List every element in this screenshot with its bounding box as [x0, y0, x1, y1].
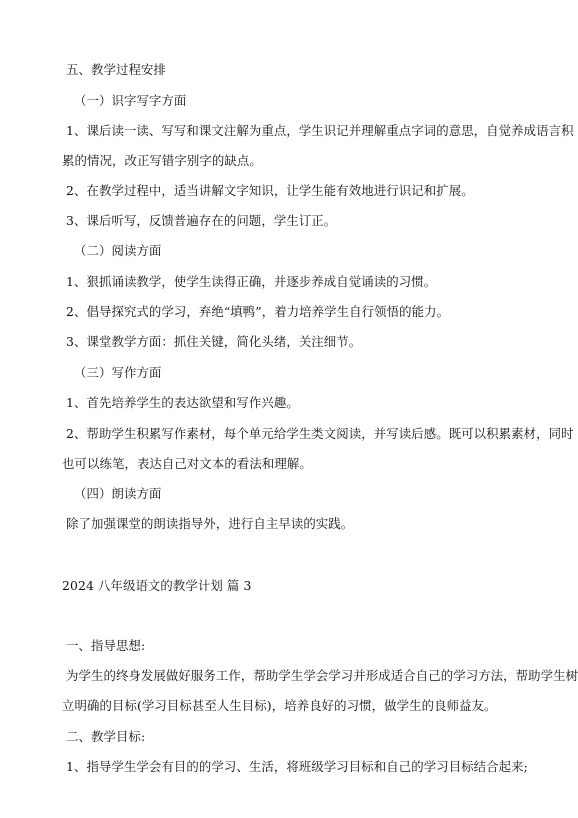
- subsection-title: （四）朗读方面: [74, 486, 162, 501]
- paragraph-line: 1、课后读一读、写写和课文注解为重点，学生识记并理解重点字词的意思，自觉养成语言积: [66, 123, 574, 138]
- subsection-title: （一）识字写字方面: [74, 93, 187, 108]
- section-heading: 五、教学过程安排: [66, 62, 166, 77]
- paragraph-line: 1、狠抓诵读教学，使学生读得正确，并逐步养成自觉诵读的习惯。: [66, 274, 437, 289]
- subsection-title: （三）写作方面: [74, 365, 162, 380]
- paragraph-line: 3、课堂教学方面：抓住关键，简化头绪，关注细节。: [66, 334, 362, 349]
- part-title: 2024 八年级语文的教学计划 篇 3: [62, 578, 252, 593]
- paragraph-line: 2、在教学过程中，适当讲解文字知识，让学生能有效地进行识记和扩展。: [66, 183, 474, 198]
- paragraph-line: 2、帮助学生积累写作素材，每个单元给学生类文阅读，并写读后感。既可以积累素材，同时: [66, 426, 574, 441]
- paragraph-line: 3、课后听写，反馈普遍存在的问题，学生订正。: [66, 213, 337, 228]
- paragraph-line: 1、首先培养学生的表达欲望和写作兴趣。: [66, 395, 299, 410]
- paragraph-line: 为学生的终身发展做好服务工作，帮助学生学会学习并形成适合自己的学习方法，帮助学生树: [66, 668, 578, 683]
- paragraph-line: 立明确的目标(学习目标甚至人生目标)，培养良好的习惯，做学生的良师益友。: [62, 698, 497, 713]
- paragraph-line: 1、指导学生学会有目的的学习、生活，将班级学习目标和自己的学习目标结合起来;: [66, 759, 528, 774]
- section-heading: 一、指导思想:: [66, 638, 146, 653]
- section-heading: 二、教学目标:: [66, 729, 146, 744]
- paragraph-line: 除了加强课堂的朗读指导外，进行自主早读的实践。: [66, 516, 354, 531]
- paragraph-line: 也可以练笔，表达自己对文本的看法和理解。: [62, 456, 312, 471]
- paragraph-line: 累的情况，改正写错字别字的缺点。: [62, 153, 262, 168]
- paragraph-line: 2、倡导探究式的学习，弃绝“填鸭”，着力培养学生自行领悟的能力。: [66, 304, 450, 319]
- subsection-title: （二）阅读方面: [74, 243, 162, 258]
